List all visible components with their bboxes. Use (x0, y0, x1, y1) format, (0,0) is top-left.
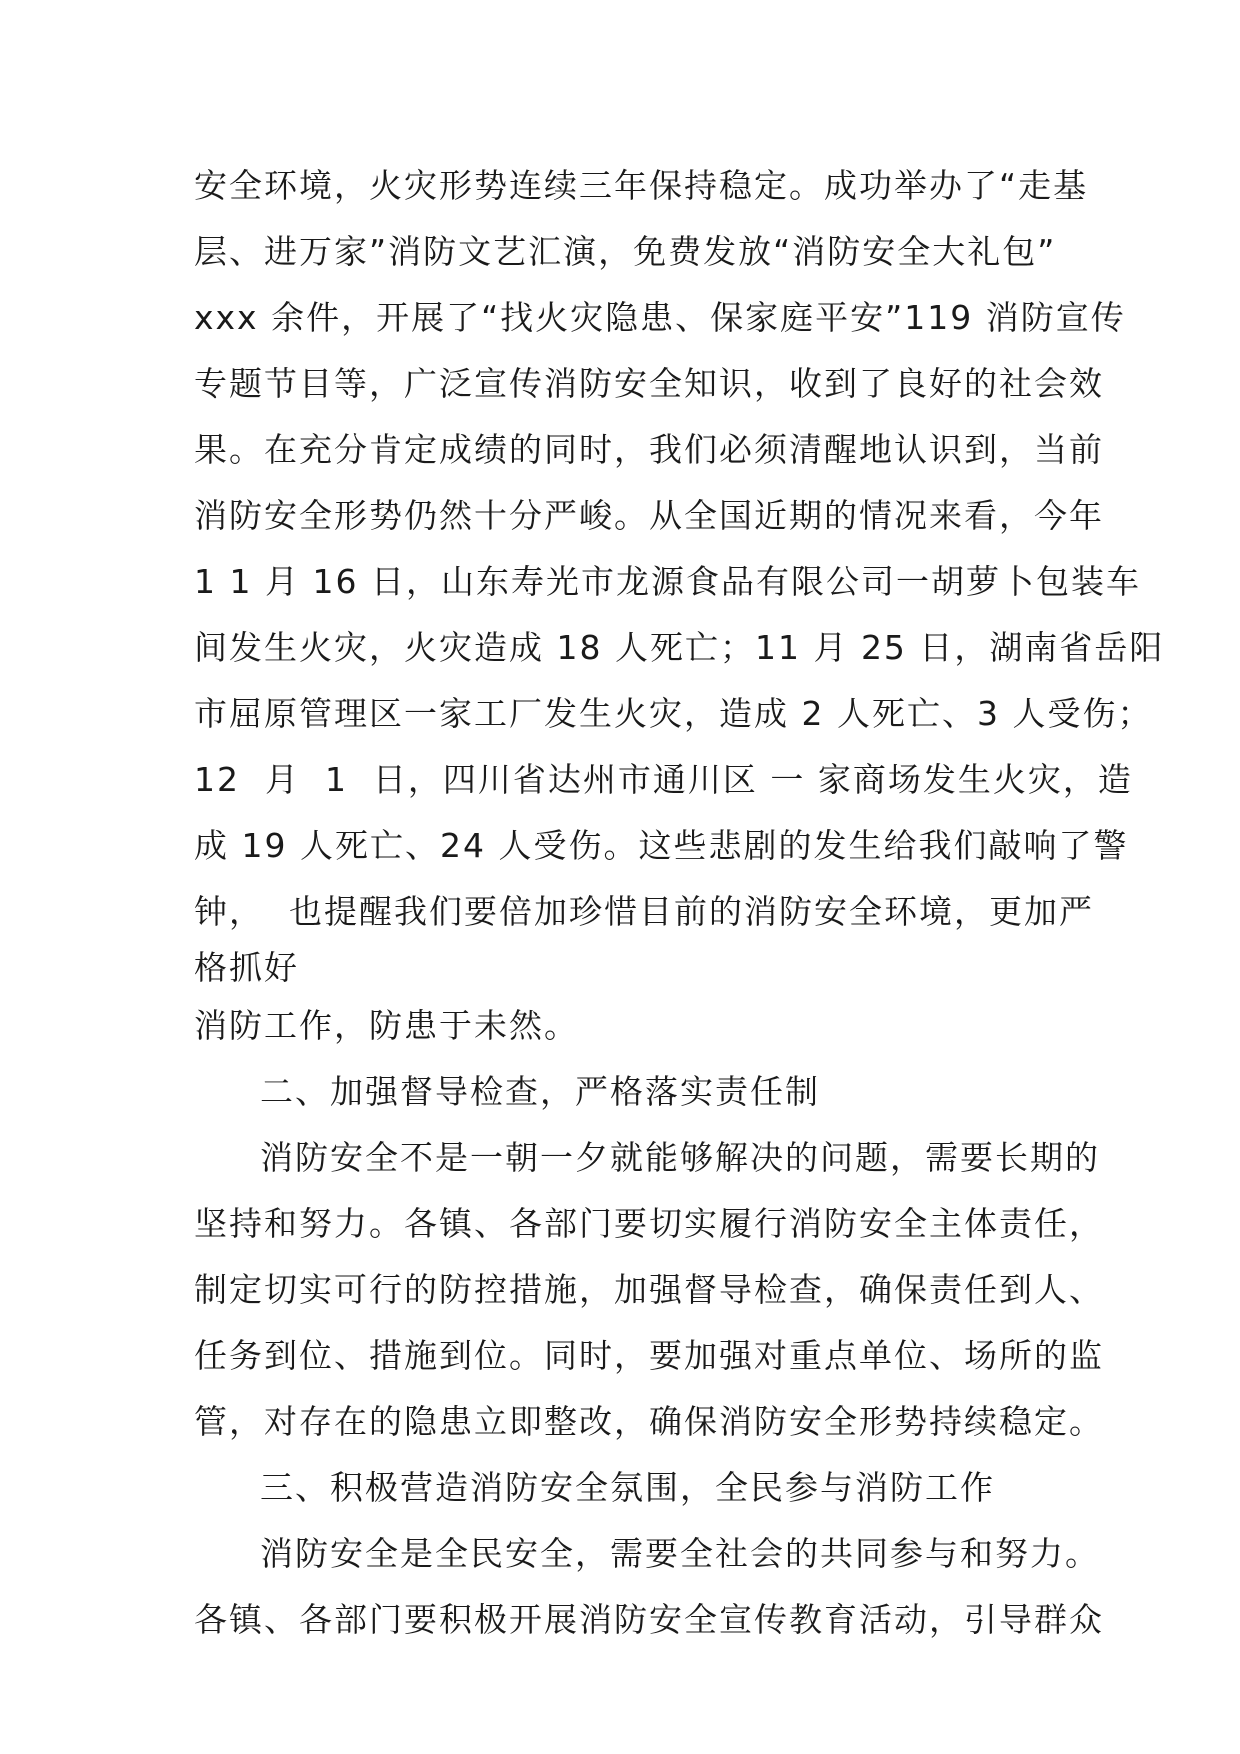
text-line-19: 任务到位、措施到位。同时，要加强对重点单位、场所的监 (194, 1336, 1104, 1375)
text-line-13: 格抓好 (194, 948, 299, 987)
text-line-23: 各镇、各部门要积极开展消防安全宣传教育活动，引导群众 (194, 1600, 1104, 1639)
text-line-11: 成 19 人死亡、24 人受伤。这些悲剧的发生给我们敲响了警 (194, 826, 1129, 865)
text-line-1: 安全环境，火灾形势连续三年保持稳定。成功举办了“走基 (194, 166, 1089, 205)
text-line-4: 专题节目等，广泛宣传消防安全知识，收到了良好的社会效 (194, 364, 1104, 403)
text-line-5: 果。在充分肯定成绩的同时，我们必须清醒地认识到，当前 (194, 430, 1104, 469)
section-heading-2: 二、加强督导检查，严格落实责任制 (260, 1072, 820, 1111)
text-line-2: 层、进万家”消防文艺汇演，免费发放“消防安全大礼包” (194, 232, 1057, 271)
section-heading-3: 三、积极营造消防安全氛围，全民参与消防工作 (260, 1468, 995, 1507)
text-line-10: 12 月 1 日，四川省达州市通川区 一 家商场发生火灾，造 (194, 760, 1133, 799)
text-line-14: 消防工作，防患于未然。 (194, 1006, 579, 1045)
text-line-18: 制定切实可行的防控措施，加强督导检查，确保责任到人、 (194, 1270, 1104, 1309)
text-line-6: 消防安全形势仍然十分严峻。从全国近期的情况来看，今年 (194, 496, 1104, 535)
text-line-16: 消防安全不是一朝一夕就能够解决的问题，需要长期的 (260, 1138, 1100, 1177)
text-line-7: 1 1 月 16 日，山东寿光市龙源食品有限公司一胡萝卜包装车 (194, 562, 1141, 601)
text-line-3: xxx 余件，开展了“找火灾隐患、保家庭平安”119 消防宣传 (194, 298, 1126, 337)
text-line-20: 管，对存在的隐患立即整改，确保消防安全形势持续稳定。 (194, 1402, 1104, 1441)
text-line-9: 市屈原管理区一家工厂发生火灾，造成 2 人死亡、3 人受伤； (194, 694, 1153, 733)
text-line-8: 间发生火灾，火灾造成 18 人死亡；11 月 25 日，湖南省岳阳 (194, 628, 1165, 667)
text-line-17: 坚持和努力。各镇、各部门要切实履行消防安全主体责任， (194, 1204, 1104, 1243)
text-line-12: 钟， 也提醒我们要倍加珍惜目前的消防安全环境，更加严 (194, 892, 1094, 931)
text-line-22: 消防安全是全民安全，需要全社会的共同参与和努力。 (260, 1534, 1100, 1573)
